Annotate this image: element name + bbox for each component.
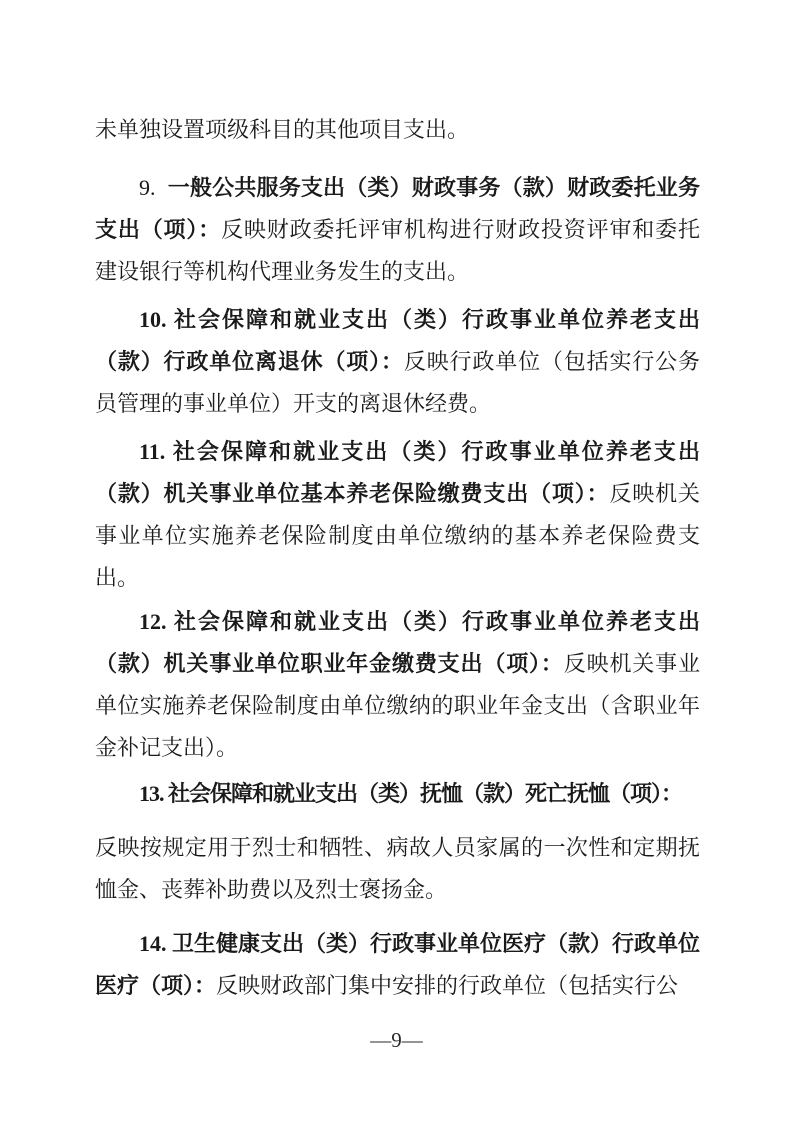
item-9-paragraph: [95, 167, 700, 293]
item-9-number: 9.: [139, 175, 156, 200]
item-13-heading-paragraph: [95, 773, 700, 815]
continuation-paragraph: [95, 109, 700, 151]
item-14-heading: 14. 卫生健康支出（类）行政事业单位医疗（款）行政单位医疗（项）：: [95, 931, 701, 998]
page-number: —9—: [370, 1028, 423, 1052]
item-12-description: 反映机关事业单位实施养老保险制度由单位缴纳的职业年金支出（含职业年金补记支出）。: [95, 651, 700, 760]
item-12-heading: 12. 社会保障和就业支出（类）行政事业单位养老支出（款）机关事业单位职业年金缴费支出（项）：: [95, 609, 700, 676]
item-13-heading: 13. 社会保障和就业支出（类）抚恤（款）死亡抚恤（项）：: [139, 781, 683, 806]
item-10-paragraph: [95, 299, 700, 425]
item-14-description: 反映财政部门集中安排的行政单位（包括实行公: [216, 973, 679, 998]
item-10-description: 反映行政单位（包括实行公务员管理的事业单位）开支的离退休经费。: [95, 349, 700, 416]
item-11-description: 反映机关事业单位实施养老保险制度由单位缴纳的基本养老保险费支出。: [95, 481, 700, 590]
item-13-body-paragraph: [95, 827, 700, 911]
item-10-heading: 10. 社会保障和就业支出（类）行政事业单位养老支出（款）行政单位离退休（项）：: [95, 307, 700, 374]
continuation-text: 未单独设置项级科目的其他项目支出。: [95, 117, 470, 142]
item-11-heading: 11. 社会保障和就业支出（类）行政事业单位养老支出（款）机关事业单位基本养老保险缴费支出（项）：: [95, 439, 700, 506]
item-9-heading: 一般公共服务支出（类）财政事务（款）财政委托业务支出（项）：: [95, 175, 700, 242]
item-9-description: 反映财政委托评审机构进行财政投资评审和委托建设银行等机构代理业务发生的支出。: [95, 217, 700, 284]
item-13-description: 反映按规定用于烈士和牺牲、病故人员家属的一次性和定期抚恤金、丧葬补助费以及烈士褒扬金。: [95, 835, 700, 902]
item-12-paragraph: [95, 601, 700, 769]
item-14-paragraph: [95, 923, 700, 1007]
item-11-paragraph: [95, 431, 700, 599]
